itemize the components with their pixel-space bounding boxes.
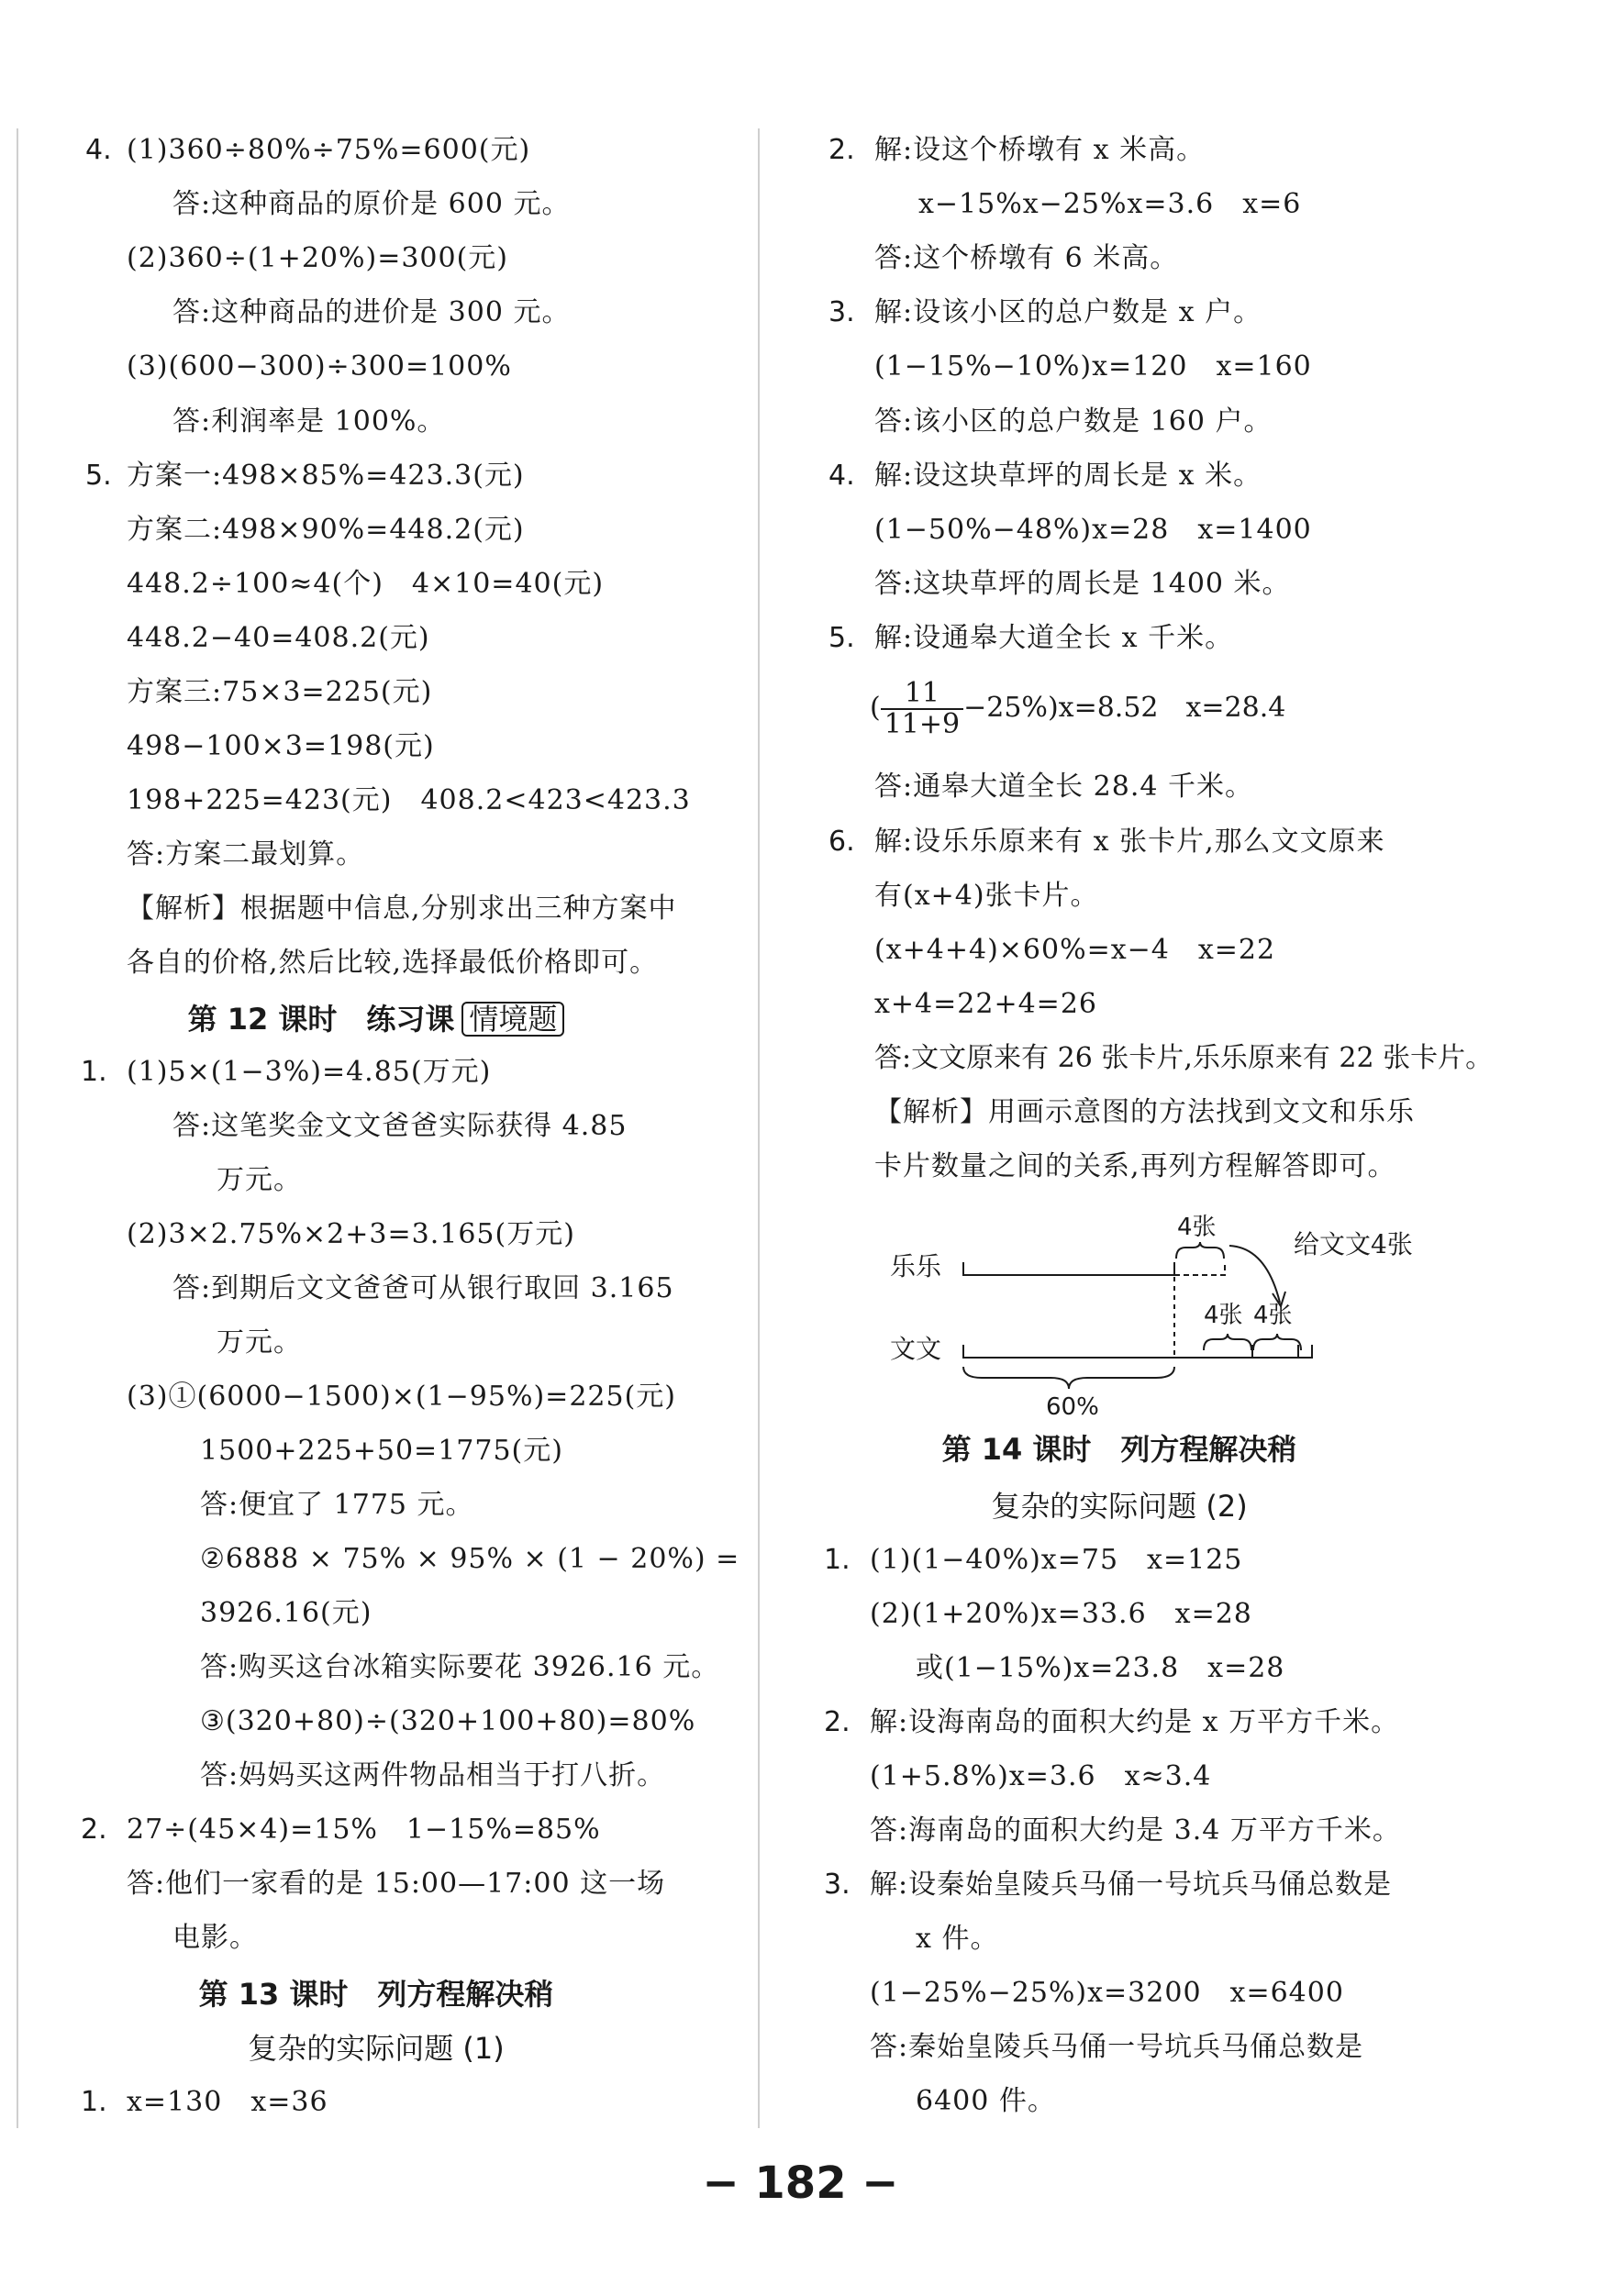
lele-brace <box>1176 1242 1224 1259</box>
left-margin-line <box>17 128 18 2128</box>
q5-number: 5. <box>85 460 112 492</box>
q5-line: 方案一:498×85%=423.3(元) <box>127 460 525 492</box>
l12q1-line: (1)5×(1−3%)=4.85(万元) <box>127 1056 492 1088</box>
r-q3-line: 答:该小区的总户数是 160 户。 <box>874 405 1273 438</box>
r-q3-line: (1−15%−10%)x=120 x=160 <box>874 350 1312 383</box>
r-q2-line: x−15%x−25%x=3.6 x=6 <box>918 188 1302 220</box>
fraction-numerator: 11 <box>881 679 963 710</box>
r-q5-number: 5. <box>828 622 855 654</box>
r-q6-line: 解:设乐乐原来有 x 张卡片,那么文文原来 <box>874 826 1385 858</box>
r-q6-number: 6. <box>828 826 855 858</box>
wenwen-extra-bar <box>1174 1345 1312 1358</box>
r-q5-answer: 答:通皋大道全长 28.4 千米。 <box>874 771 1253 803</box>
r-q6-line: x+4=22+4=26 <box>874 988 1097 1020</box>
r-q5-line1: 解:设通皋大道全长 x 千米。 <box>874 622 1234 654</box>
l12q1-line: 答:这笔奖金文文爸爸实际获得 4.85 <box>172 1110 628 1142</box>
l14q1-line: 或(1−15%)x=23.8 x=28 <box>916 1652 1285 1684</box>
r-q6-analysis: 【解析】用画示意图的方法找到文文和乐乐 <box>874 1096 1415 1128</box>
q4-answer1: 答:这种商品的原价是 600 元。 <box>172 188 571 220</box>
lesson13-title-line1: 第 13 课时 列方程解决稍 <box>198 1977 554 2012</box>
diagram-lele-label: 乐乐 <box>890 1251 942 1281</box>
l13q1-line: x=130 x=36 <box>127 2086 328 2118</box>
r-q4-line: 答:这块草坪的周长是 1400 米。 <box>874 568 1291 600</box>
q4-number: 4. <box>85 134 112 166</box>
column-divider <box>758 128 760 2128</box>
wenwen-brace-2 <box>1253 1334 1301 1350</box>
l14q1-number: 1. <box>824 1544 851 1576</box>
l12q2-line: 电影。 <box>172 1922 258 1954</box>
l14q1-line: (1)(1−40%)x=75 x=125 <box>870 1544 1243 1576</box>
r-q2-line: 答:这个桥墩有 6 米高。 <box>874 242 1179 274</box>
lele-extra-bar <box>1174 1262 1225 1275</box>
diagram-4-cards-b: 4张 <box>1204 1302 1243 1329</box>
l12q1-line: 答:便宜了 1775 元。 <box>200 1489 474 1521</box>
percent-brace <box>963 1367 1174 1389</box>
q5-line: 198+225=423(元) 408.2<423<423.3 <box>127 784 691 816</box>
l12q1-line: 答:妈妈买这两件物品相当于打八折。 <box>200 1759 666 1791</box>
lesson14-title-line1: 第 14 课时 列方程解决稍 <box>941 1432 1297 1467</box>
l12q2-line: 答:他们一家看的是 15:00—17:00 这一场 <box>127 1868 666 1900</box>
r-q5-equation <box>870 679 1285 739</box>
lele-bar <box>963 1262 1174 1275</box>
diagram-give-label: 给文文4张 <box>1294 1229 1413 1259</box>
q5-analysis: 各自的价格,然后比较,选择最低价格即可。 <box>127 947 659 979</box>
l12q1-line: 1500+225+50=1775(元) <box>200 1435 563 1467</box>
equation-rest: −25%)x=8.52 x=28.4 <box>963 692 1286 724</box>
card-diagram <box>862 1202 1505 1422</box>
r-q6-line: (x+4+4)×60%=x−4 x=22 <box>874 934 1276 966</box>
q5-analysis: 【解析】根据题中信息,分别求出三种方案中 <box>127 893 677 925</box>
l14q2-line: (1+5.8%)x=3.6 x≈3.4 <box>870 1760 1212 1792</box>
q5-line: 448.2−40=408.2(元) <box>127 622 430 654</box>
q5-line: 448.2÷100≈4(个) 4×10=40(元) <box>127 568 605 600</box>
lesson12-tag: 情境题 <box>461 1002 564 1037</box>
r-q6-analysis: 卡片数量之间的关系,再列方程解答即可。 <box>874 1150 1396 1182</box>
l14q3-line: x 件。 <box>916 1923 999 1955</box>
diagram-4-cards-top: 4张 <box>1177 1214 1217 1241</box>
fraction <box>881 679 963 739</box>
r-q2-line: 解:设这个桥墩有 x 米高。 <box>874 134 1206 166</box>
l14q3-line: 解:设秦始皇陵兵马俑一号坑兵马俑总数是 <box>870 1869 1393 1901</box>
q5-line: 方案三:75×3=225(元) <box>127 676 433 708</box>
q5-line: 答:方案二最划算。 <box>127 838 365 871</box>
diagram-wenwen-label: 文文 <box>890 1334 942 1364</box>
q4-answer3: 答:利润率是 100%。 <box>172 405 446 438</box>
page-number: − 182 − <box>702 2157 899 2209</box>
l14q2-number: 2. <box>824 1706 851 1738</box>
q5-line: 498−100×3=198(元) <box>127 730 435 762</box>
l12q1-line: 答:到期后文文爸爸可从银行取回 3.165 <box>172 1272 674 1304</box>
l12q1-line: 答:购买这台冰箱实际要花 3926.16 元。 <box>200 1651 720 1683</box>
l12q1-line: 3926.16(元) <box>200 1597 372 1629</box>
lesson12-heading <box>138 999 615 1039</box>
fraction-denominator: 11+9 <box>884 708 961 740</box>
diagram-percent: 60% <box>1046 1393 1099 1421</box>
l14q3-line: (1−25%−25%)x=3200 x=6400 <box>870 1977 1344 2009</box>
r-q4-line: 解:设这块草坪的周长是 x 米。 <box>874 460 1262 492</box>
l12q1-line: (3)①(6000−1500)×(1−95%)=225(元) <box>127 1381 676 1413</box>
l12q1-line: 万元。 <box>217 1164 302 1196</box>
q4-answer2: 答:这种商品的进价是 300 元。 <box>172 296 571 328</box>
diagram-4-cards-c: 4张 <box>1253 1302 1293 1329</box>
q4-part1: (1)360÷80%÷75%=600(元) <box>127 134 531 166</box>
wenwen-brace-1 <box>1204 1334 1251 1350</box>
l14q2-line: 答:海南岛的面积大约是 3.4 万平方千米。 <box>870 1814 1401 1847</box>
q5-line: 方案二:498×90%=448.2(元) <box>127 514 525 546</box>
lesson14-title-line2: 复杂的实际问题 (2) <box>991 1489 1248 1524</box>
q4-part3: (3)(600−300)÷300=100% <box>127 350 512 383</box>
lesson13-title-line2: 复杂的实际问题 (1) <box>248 2031 505 2066</box>
l13q1-number: 1. <box>81 2086 107 2118</box>
l12q1-line: 万元。 <box>217 1326 302 1359</box>
l12q1-line: ③(320+80)÷(320+100+80)=80% <box>200 1705 696 1737</box>
r-q3-number: 3. <box>828 296 855 328</box>
l14q2-line: 解:设海南岛的面积大约是 x 万平方千米。 <box>870 1706 1400 1738</box>
l14q3-line: 答:秦始皇陵兵马俑一号坑兵马俑总数是 <box>870 2031 1364 2063</box>
lesson12-title: 第 12 课时 练习课 <box>187 1002 455 1037</box>
open-paren: ( <box>870 692 881 724</box>
q4-part2: (2)360÷(1+20%)=300(元) <box>127 242 509 274</box>
l14q1-line: (2)(1+20%)x=33.6 x=28 <box>870 1598 1252 1630</box>
wenwen-bar <box>963 1345 1174 1358</box>
l14q3-number: 3. <box>824 1869 851 1901</box>
l12q2-line: 27÷(45×4)=15% 1−15%=85% <box>127 1814 601 1846</box>
r-q6-line: 有(x+4)张卡片。 <box>874 880 1099 912</box>
r-q3-line: 解:设该小区的总户数是 x 户。 <box>874 296 1262 328</box>
l12q1-line: (2)3×2.75%×2+3=3.165(万元) <box>127 1218 575 1250</box>
l12q1-number: 1. <box>81 1056 107 1088</box>
l14q3-line: 6400 件。 <box>916 2085 1056 2117</box>
r-q4-line: (1−50%−48%)x=28 x=1400 <box>874 514 1312 546</box>
l12q2-number: 2. <box>81 1814 107 1846</box>
r-q6-line: 答:文文原来有 26 张卡片,乐乐原来有 22 张卡片。 <box>874 1042 1494 1074</box>
l12q1-line: ②6888 × 75% × 95% × (1 − 20%) = <box>200 1543 740 1575</box>
r-q2-number: 2. <box>828 134 855 166</box>
r-q4-number: 4. <box>828 460 855 492</box>
